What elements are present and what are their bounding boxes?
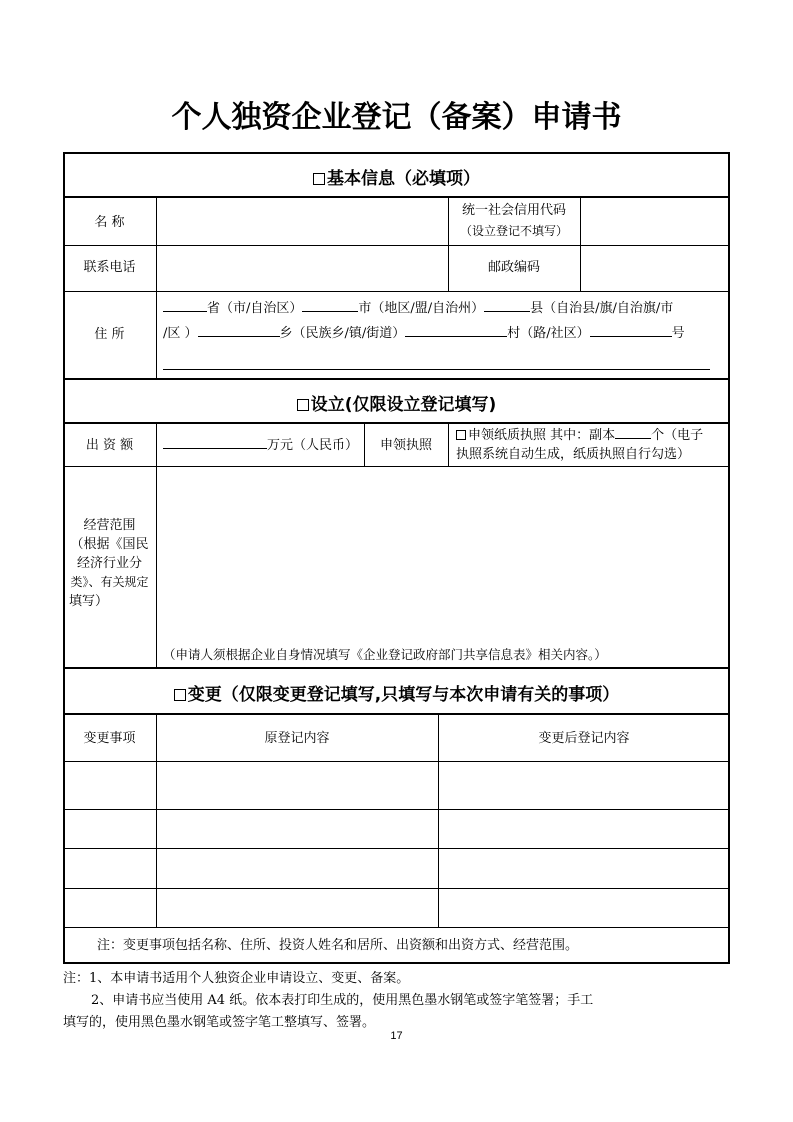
page-number: 17 xyxy=(390,1030,403,1042)
section-change-header xyxy=(63,680,730,705)
license-option-line-1: 申领纸质执照 其中：副本 个（电子 xyxy=(456,426,703,445)
credit-code-note: （设立登记不填写） xyxy=(459,224,568,238)
divider xyxy=(63,713,730,715)
paper-license-checkbox[interactable] xyxy=(456,430,466,440)
note-line-1: 注：1、本申请书适用个人独资企业申请设立、变更、备案。 xyxy=(63,971,410,986)
copies-blank[interactable] xyxy=(615,426,651,439)
note-line-3: 填写的，使用黑色墨水钢笔或签字笔工整填写、签署。 xyxy=(63,1015,376,1030)
township-blank[interactable] xyxy=(198,324,280,337)
number-blank[interactable] xyxy=(590,324,672,337)
postcode-field[interactable] xyxy=(581,246,728,290)
col-header-item: 变更事项 xyxy=(83,731,136,746)
section-basic-header xyxy=(63,164,730,189)
checkbox-basic[interactable] xyxy=(313,173,325,185)
divider xyxy=(448,423,449,466)
change-row-4[interactable] xyxy=(64,889,729,926)
business-scope-field[interactable] xyxy=(157,467,728,643)
checkbox-setup[interactable] xyxy=(297,399,309,411)
phone-field[interactable] xyxy=(157,246,447,290)
village-blank[interactable] xyxy=(405,324,507,337)
divider xyxy=(63,422,730,424)
section-setup-title: 设立(仅限设立登记填写) xyxy=(310,395,497,415)
col-header-original: 原登记内容 xyxy=(264,731,330,746)
address-line-3-blank[interactable] xyxy=(163,369,710,370)
divider xyxy=(63,667,730,669)
divider xyxy=(63,378,730,380)
change-row-1[interactable] xyxy=(64,762,729,808)
address-line-1: 省（市/自治区） 市（地区/盟/自治州） 县（自治县/旗/自治旗/市 xyxy=(163,299,673,318)
divider xyxy=(63,927,730,928)
scope-label: 经营范围 （根据《国民 经济行业分 类》、有关规定 填写） xyxy=(69,518,149,609)
name-label: 名 称 xyxy=(94,215,125,230)
section-setup-header xyxy=(63,390,730,415)
credit-code-field[interactable] xyxy=(581,198,728,244)
address-line-2: /区 ） 乡（民族乡/镇/街道） 村（路/社区） 号 xyxy=(163,326,685,341)
address-label: 住 所 xyxy=(94,327,125,342)
change-row-2[interactable] xyxy=(64,810,729,847)
capital-blank[interactable] xyxy=(163,436,267,449)
scope-note: （申请人须根据企业自身情况填写《企业登记政府部门共享信息表》相关内容。） xyxy=(163,647,607,662)
note-line-2: 2、申请书应当使用 A4 纸。依本表打印生成的，使用黑色墨水钢笔或签字笔签署；手工 xyxy=(91,993,594,1008)
province-blank[interactable] xyxy=(163,299,207,312)
section-basic-title: 基本信息（必填项） xyxy=(327,169,480,189)
phone-label: 联系电话 xyxy=(83,260,136,275)
divider xyxy=(63,291,730,292)
city-blank[interactable] xyxy=(302,299,358,312)
checkbox-change[interactable] xyxy=(174,689,186,701)
change-footnote: 注：变更事项包括名称、住所、投资人姓名和居所、出资额和出资方式、经营范围。 xyxy=(97,938,579,953)
section-change-title: 变更（仅限变更登记填写,只填写与本次申请有关的事项） xyxy=(187,685,620,705)
postcode-label: 邮政编码 xyxy=(487,260,540,275)
name-field[interactable] xyxy=(157,198,447,244)
capital-label: 出 资 额 xyxy=(85,438,134,453)
county-blank[interactable] xyxy=(484,299,530,312)
change-row-3[interactable] xyxy=(64,849,729,887)
document-title: 个人独资企业登记（备案）申请书 xyxy=(171,100,622,135)
license-option-line-2: 执照系统自动生成，纸质执照自行勾选） xyxy=(456,447,691,462)
col-header-new: 变更后登记内容 xyxy=(538,731,630,746)
credit-code-label: 统一社会信用代码 xyxy=(461,203,566,218)
license-label: 申领执照 xyxy=(379,438,432,453)
capital-field: 万元（人民币） xyxy=(163,436,358,455)
